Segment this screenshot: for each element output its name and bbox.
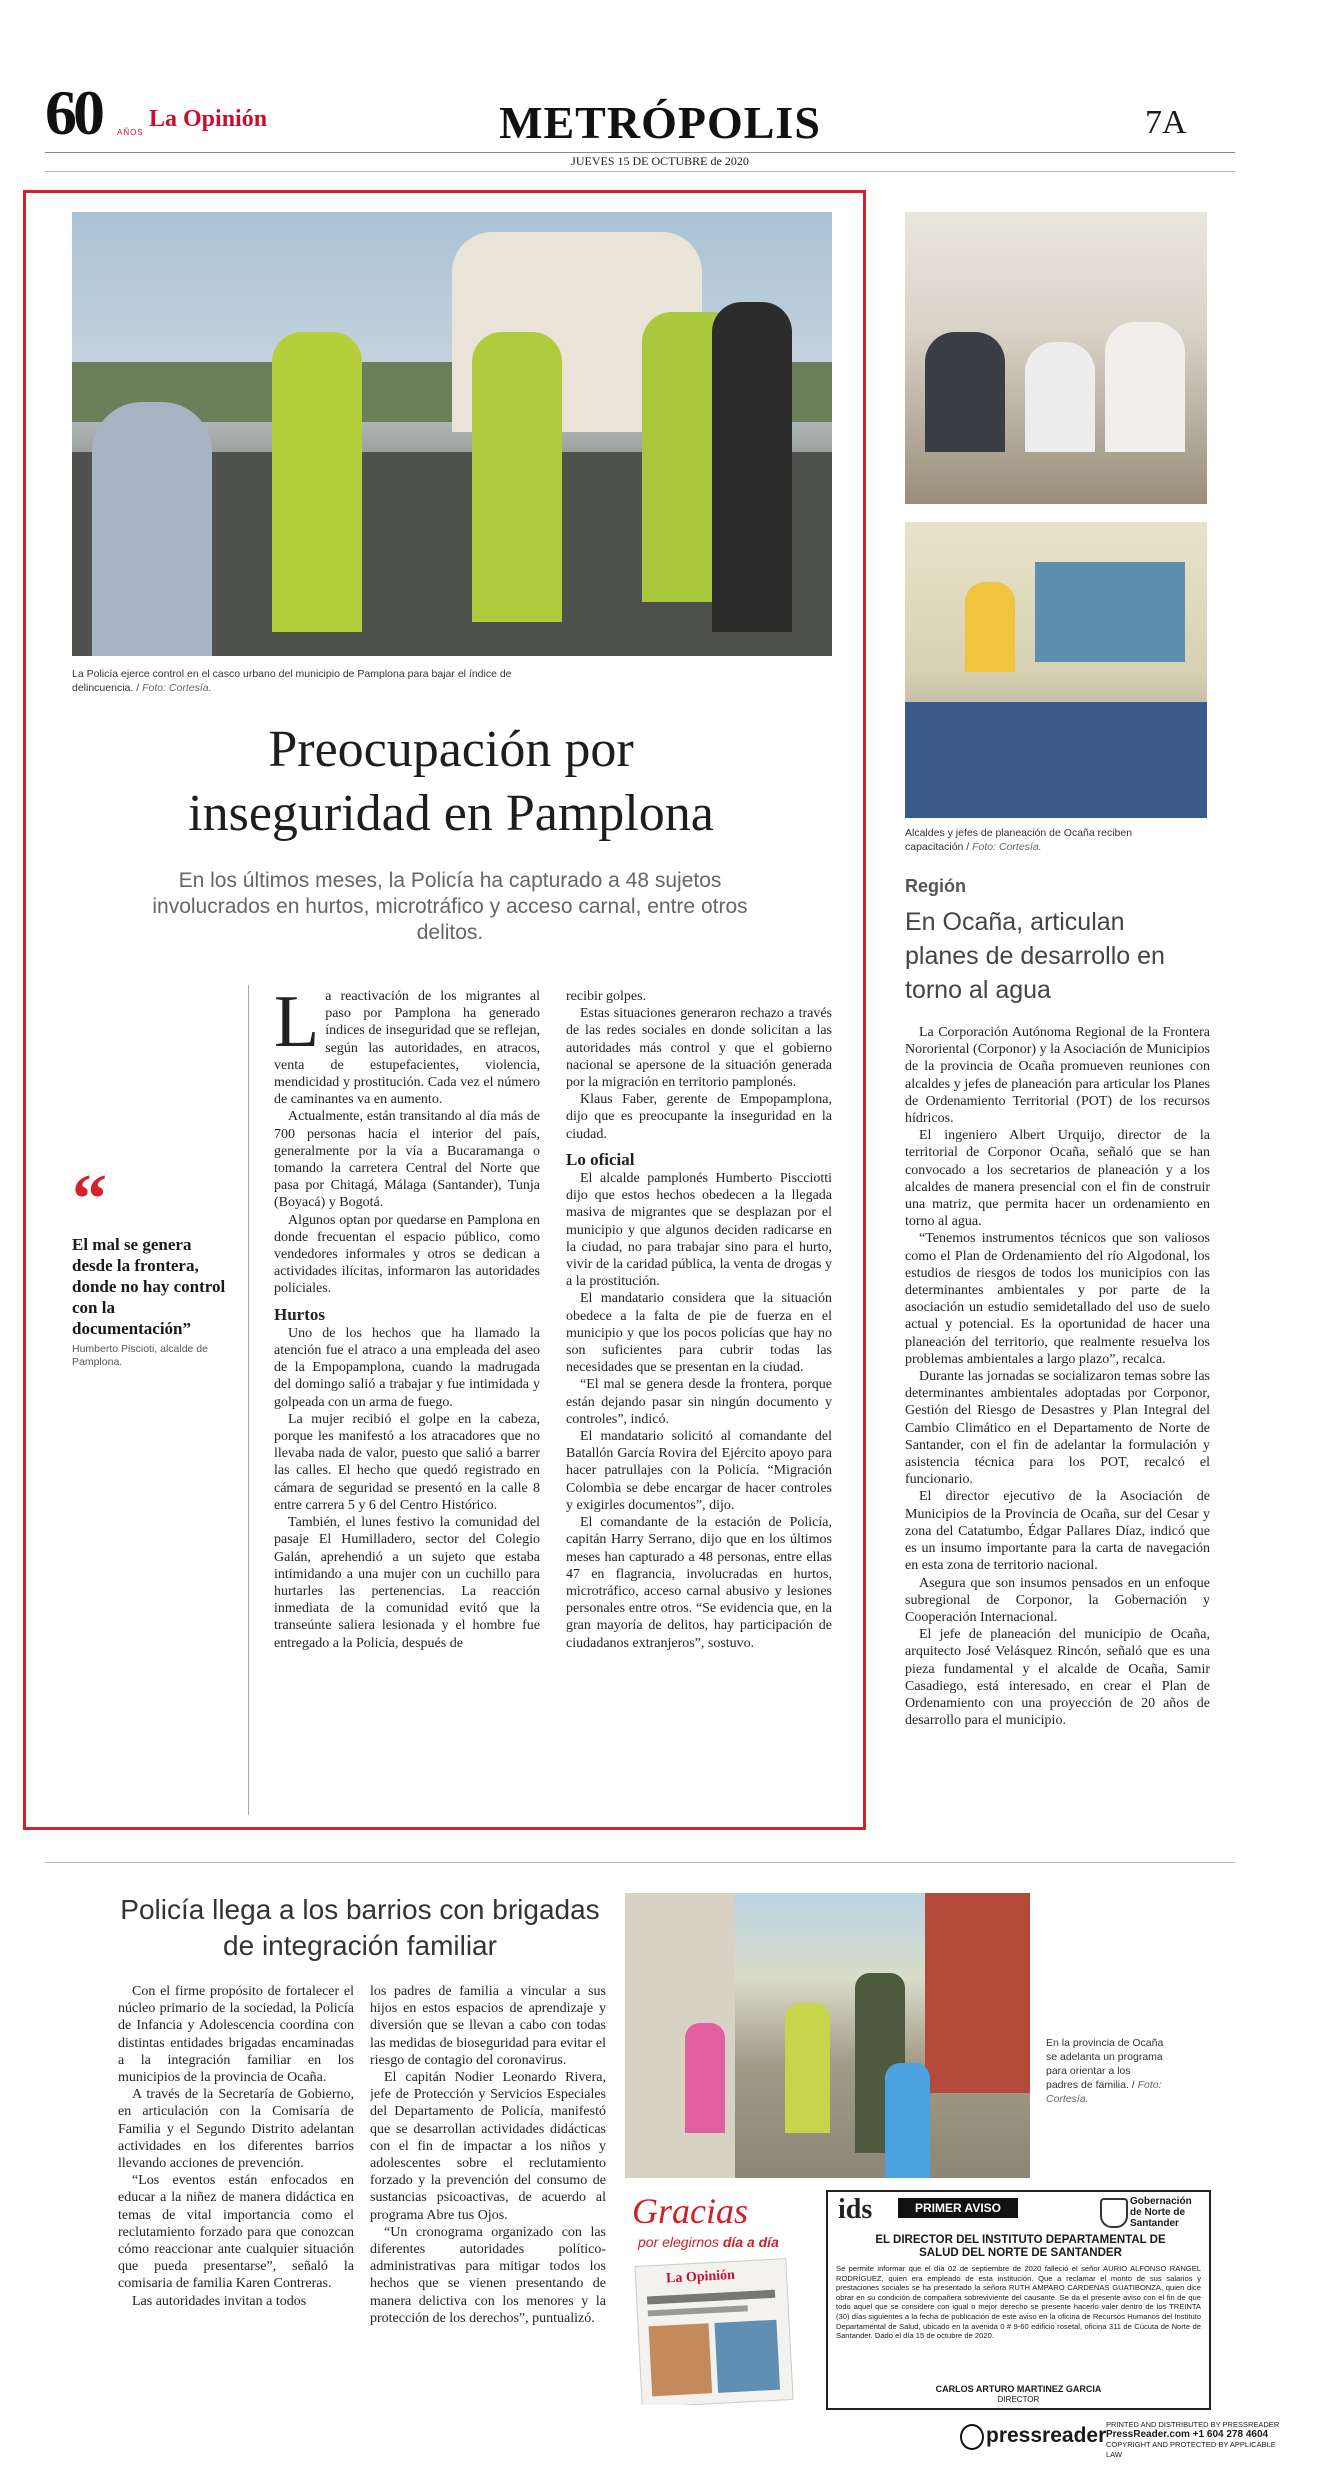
issue-date: JUEVES 15 DE OCTUBRE de 2020 [571, 154, 749, 168]
section-divider [45, 1862, 1235, 1863]
pressreader-brand: pressreader [986, 2424, 1107, 2447]
side-paragraph: El director ejecutivo de la Asociación de Municipios de la Provincia de Ocaña, sur del Cesar y zona del Catatumbo, Édgar Pallares Díaz, indicó que es un insumo importante para la carta de navegación en esta zona de territorio nacional. [905, 1489, 1210, 1574]
newspaper-logo [45, 77, 285, 152]
lead-paragraph: El comandante de la estación de Policía, capitán Harry Serrano, dijo que en los últimos meses han capturado a 48 personas, entre ellas 47 en flagrancia, involucradas en hurtos, microtráfico, acceso carnal abusivo y lesiones personales entre otros. “Se evidencia que, en la gran mayoría de delitos, hay participación de ciudadanos extranjeros”, sostuvo. [566, 1515, 832, 1651]
notice-heading: EL DIRECTOR DEL INSTITUTO DEPARTAMENTAL DE SALUD DEL NORTE DE SANTANDER [875, 2234, 1166, 2259]
side-story-body [905, 1024, 1210, 1824]
side-photo-caption: Alcaldes y jefes de planeación de Ocaña reciben capacitación / Foto: Cortesía. [905, 827, 1133, 853]
lead-paragraph: Estas situaciones generaron rechazo a través de las redes sociales en donde solicitan a las autoridades más control y que el gobierno nacional se apersone de la situación generada por la migración en territorio pamplonés. [566, 1006, 832, 1091]
side-paragraph: El ingeniero Albert Urquijo, director de la territorial de Corponor Ocaña, señaló que se han convocado a los secretarios de planeación y a los alcaldes de manera presencial con el fin de construir una matriz, que permita hacer un ordenamiento en torno al agua. [905, 1128, 1210, 1230]
lead-paragraph: También, el lunes festivo la comunidad del pasaje El Humilladero, sector del Colegio Galán, aprehendió a un sujeto que estaba intimidando a una mujer con un cuchillo para hurtarles las pertenencias. La reacción inmediata de la comunidad evitó que la transeúnte saliera lesionada y el hombre fue entregado a la Policía, después de [274, 1515, 540, 1651]
gobernacion-shield-icon [1100, 2198, 1128, 2228]
lead-paragraph: Actualmente, están transitando al día más de 700 personas hacia el interior del país, generalmente por la vía a Bucaramanga o tomando la carretera Central del Norte que pasa por Chitagá, Málaga (Santander), Tunja (Boyacá) y Bogotá. [274, 1109, 540, 1211]
bottom-paragraph: “Los eventos están enfocados en educar a la niñez de manera didáctica en temas de vital importancia como el reclutamiento forzado para que conozcan cómo reaccionar ante cualquier situación que pueda presentarse”, señaló la comisaria de familia Karen Contreras. [118, 2173, 354, 2292]
side-paragraph: “Tenemos instrumentos técnicos que son valiosos como el Plan de Ordenamiento del río Algodonal, los estudios de riesgos de todos los municipios con las determinantes ambientales y por parte de la asociación un estudio semidetallado del uso de suelo actual y potencial. Es la oportunidad de hacer una planeación del territorio, que realmente resuelva los problemas ambientales a largo plazo”, recalca. [905, 1231, 1210, 1367]
lead-paragraph: El alcalde pamplonés Humberto Piscciotti dijo que estos hechos obedecen a la llegada masiva de migrantes que se desplazan por el municipio y que algunos deciden radicarse en la ciudad, no para trabajar sino para el hurto, vivir de la caridad pública, la venta de drogas y a la prostitución. [566, 1171, 832, 1290]
bottom-photo-credit: Foto: Cortesía. [1046, 2079, 1162, 2105]
side-photo-credit: Foto: Cortesía. [972, 841, 1042, 853]
legal-notice [826, 2190, 1211, 2410]
lead-headline-line1: Preocupación por [268, 721, 634, 778]
side-paragraph: El jefe de planeación del municipio de Ocaña, arquitecto José Velásquez Rincón, señaló que es una pieza fundamental y el alcalde de Ocaña, Samir Casadiego, está interesado, en crear el Plan de Ordenamiento con una proyección de 20 años de desarrollo para el municipio. [905, 1627, 1210, 1729]
lead-column-1 [274, 988, 540, 1818]
lead-paragraph: El mandatario considera que la situación obedece a la falta de pie de fuerza en el municipio y que los pocos policías que hay no son suficientes para cubrir todas las necesidades que se presentan en la ciudad. [566, 1291, 832, 1376]
column-divider [248, 985, 249, 1815]
bottom-paragraph: los padres de familia a vincular a sus hijos en estos espacios de aprendizaje y diversión que se llevan a cabo con todas las medidas de bioseguridad para evitar el riesgo de contagio del coronavirus. [370, 1984, 606, 2068]
lead-paragraph: Algunos optan por quedarse en Pamplona en donde frecuentan el espacio público, como vendedores informales y otros se dedican a actividades ilícitas, informaron las autoridades policiales. [274, 1212, 540, 1297]
logo-anniversary-label: AÑOS [117, 128, 144, 137]
bottom-column-1 [118, 1983, 354, 2413]
side-headline: En Ocaña, articulan planes de desarrollo en torno al agua [905, 908, 1165, 1004]
side-paragraph: La Corporación Autónoma Regional de la Frontera Nororiental (Corponor) y la Asociación de Municipios de la provincia de Ocaña promueven reuniones con alcaldes y jefes de planeación para articular los Planes de Ordenamiento Territorial (POT) de los recursos hídricos. [905, 1025, 1210, 1127]
gracias-subtitle: por elegirnos día a día [638, 2234, 779, 2250]
bottom-photo-caption: En la provincia de Ocaña se adelanta un programa para orientar a los padres de familia. / Foto: Cortesía. [1046, 2037, 1164, 2105]
mini-newspaper-image [634, 2258, 793, 2405]
dropcap: L [274, 988, 320, 1063]
lead-column-2 [566, 988, 832, 1818]
bottom-column-2 [370, 1983, 606, 2413]
gobernacion-logo-text: Gobernación de Norte de Santander [1130, 2196, 1192, 2229]
logo-paper-name: La Opinión [149, 106, 268, 132]
notice-signer-title: DIRECTOR [997, 2395, 1040, 2404]
lead-headline [60, 718, 842, 846]
masthead-rule-top [45, 152, 1235, 153]
mini-paper-name: La Opinión [665, 2267, 736, 2287]
ids-logo: ids [838, 2194, 873, 2225]
lead-story-photo [72, 212, 832, 656]
masthead-rule-bottom [45, 171, 1235, 172]
gracias-ad [628, 2190, 818, 2405]
bottom-photo [625, 1893, 1030, 2178]
bottom-paragraph: Con el firme propósito de fortalecer el núcleo primario de la sociedad, la Policía de Infancia y Adolescencia coordina con distintas entidades brigadas encaminadas a la integración familiar en los municipios de la provincia de Ocaña. [118, 1984, 354, 2086]
notice-body: Se permite informar que el día 02 de septiembre de 2020 falleció el señor AURIO ALFONSO RANGEL RODRÍGUEZ, quien era empleado de esta institución. Que a reclamar el monto de sus salarios y prestaciones sociales se ha presentado la señora RUTH AMPARO CARDENAS GUATIBONZA, quien dice obrar en su condición de compañera sobreviviente del causante. Se da el presente aviso con el fin de que todo aquel que se considere con igual o mejor derecho se presente hacerlo valer dentro de los TREINTA (30) días siguientes a la fecha de publicación de este aviso en la oficina de Recursos Humanos del Instituto Departamental de Salud, ubicado en la avenida 0 # 9-60 edificio rosetal, oficina 311 de Cúcuta de Norte de Santander. Dado el día 15 de octubre de 2020. [836, 2264, 1201, 2341]
quote-mark: “ [72, 1161, 107, 1238]
side-paragraph: Durante las jornadas se socializaron temas sobre las determinantes ambientales adoptadas por Corponor, Gestión del Riesgo de Desastres y Plan Integral del Cambio Climático en el Departamento de Norte de Santander, con el fin de adelantar la formulación y asistencia técnica para los POT, recalcó el funcionario. [905, 1369, 1210, 1488]
side-photo-1 [905, 212, 1207, 504]
page-number: 7A [1145, 104, 1187, 141]
logo-anniversary-number: 60 [45, 77, 101, 148]
bottom-paragraph: “Un cronograma organizado con las diferentes autoridades político-administrativas para mitigar todos los hechos que se vienen presentando de manera delictiva con los menores y la protección de los derechos”, puntualizó. [370, 2224, 606, 2326]
lead-deck: En los últimos meses, la Policía ha capturado a 48 sujetos involucrados en hurtos, microtráfico y acceso carnal, entre otros delitos. [152, 869, 748, 944]
notice-signer: CARLOS ARTURO MARTINEZ GARCIA [935, 2384, 1102, 2394]
side-paragraph: Asegura que son insumos pensados en un enfoque subregional de Corponor, la Gobernación y Cooperación Internacional. [905, 1575, 1210, 1625]
lead-paragraph: a reactivación de los migrantes al paso por Pamplona ha generado índices de inseguridad que se reflejan, según las autoridades, en atracos, venta de estupefacientes, violencia, mendicidad y prostitución. Cada vez el número de caminantes va en aumento. [274, 989, 540, 1108]
masthead [0, 0, 1337, 175]
lead-paragraph: Uno de los hechos que ha llamado la atención fue el atraco a una empleada del aseo de la Empopamplona, cuando la madrugada del domingo salió a trabajar y fue intimidada y golpeada con un arma de fuego. [274, 1325, 540, 1410]
lead-photo-credit: Foto: Cortesía. [142, 682, 212, 694]
pull-quote-text: El mal se genera desde la frontera, donde no hay control con la documentación” [72, 1235, 226, 1338]
bottom-paragraph: Las autoridades invitan a todos [132, 2293, 307, 2309]
lead-paragraph: El mandatario solicitó al comandante del Batallón García Rovira del Ejército apoyo para hacer patrullajes con la Policía. “Migración Colombia se debe encargar de hacer controles y exigirles documentos”, dijo. [566, 1429, 832, 1513]
bottom-paragraph: A través de la Secretaría de Gobierno, en articulación con la Comisaría de Familia y el Segundo Distrito adelantan actividades en los diferentes barrios llevando acciones de prevención. [118, 2087, 354, 2172]
side-photo-2 [905, 522, 1207, 818]
pressreader-credits: PRINTED AND DISTRIBUTED BY PRESSREADER PressReader.com +1 604 278 4604 COPYRIGHT AND PROTECTED BY APPLICABLE LAW [1106, 2420, 1280, 2459]
pull-quote [72, 1161, 232, 1369]
lead-paragraph: La mujer recibió el golpe en la cabeza, porque les manifestó a los atracadores que no llevaba nada de valor, puesto que salió a barrer las calles. El hecho que quedó registrado en cámara de seguridad se presentó en la calle 8 entre carrera 5 y 6 del Centro Histórico. [274, 1411, 540, 1513]
lead-paragraph: “El mal se genera desde la frontera, porque están dejando pasar sin ningún documento y controles”, indicó. [566, 1377, 832, 1427]
lead-photo-caption: La Policía ejerce control en el casco urbano del municipio de Pamplona para bajar el índice de delincuencia. / Foto: Cortesía. [72, 668, 512, 694]
gracias-title: Gracias [632, 2191, 748, 2231]
notice-label: PRIMER AVISO [898, 2198, 1018, 2218]
lead-paragraph: Klaus Faber, gerente de Empopamplona, dijo que es preocupante la inseguridad en la ciudad. [566, 1092, 832, 1142]
lead-subhead-hurtos: Hurtos [274, 1304, 325, 1324]
lead-paragraph: recibir golpes. [566, 989, 647, 1004]
section-title: METRÓPOLIS [499, 97, 821, 148]
pressreader-logo-icon [960, 2424, 984, 2450]
bottom-paragraph: El capitán Nodier Leonardo Rivera, jefe de Protección y Servicios Especiales del Departamento de Policía, manifestó que se desarrollan actividades didácticas con el fin de impactar a los niños y adolescentes sobre el reclutamiento forzado y la prevención del consumo de sustancias psicoactivas, de acuerdo al programa Abre tus Ojos. [370, 2070, 606, 2223]
pull-quote-attribution: Humberto Piscioti, alcalde de Pamplona. [72, 1343, 208, 1368]
lead-subhead-oficial: Lo oficial [566, 1149, 635, 1169]
pressreader-footer [960, 2418, 1280, 2459]
bottom-headline: Policía llega a los barrios con brigadas de integración familiar [120, 1894, 600, 1961]
lead-headline-line2: inseguridad en Pamplona [188, 785, 714, 842]
side-kicker: Región [905, 876, 966, 896]
